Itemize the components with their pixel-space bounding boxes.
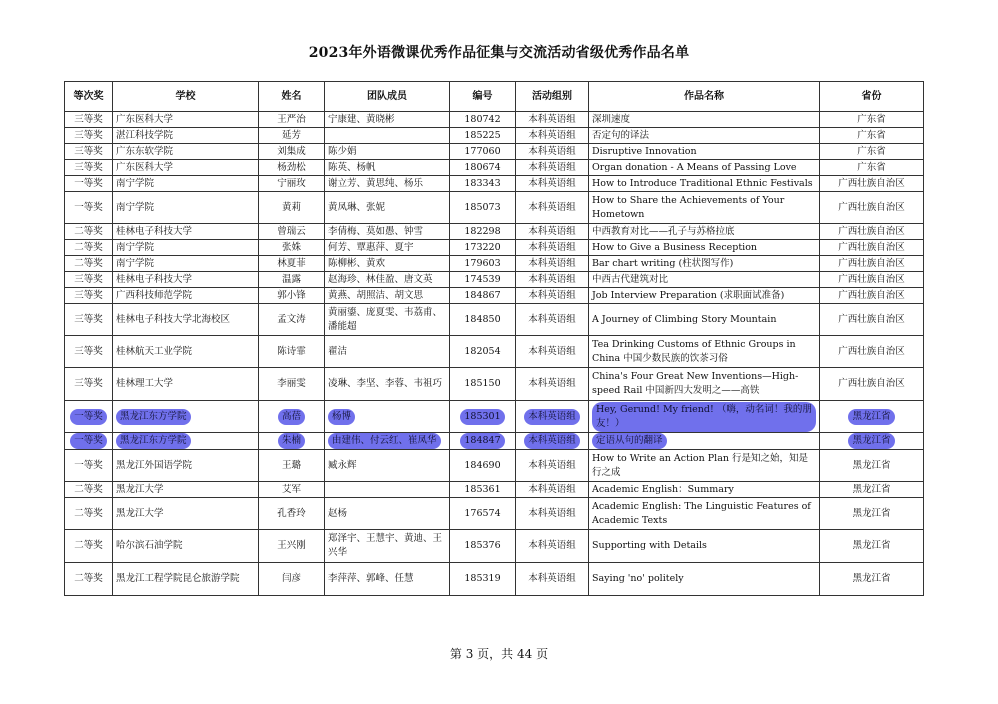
province-cell: 广西壮族自治区 bbox=[820, 304, 924, 336]
name-cell bbox=[259, 401, 325, 433]
award-cell: 三等奖 bbox=[65, 160, 113, 176]
province-cell: 广西壮族自治区 bbox=[820, 336, 924, 368]
name-cell: 曾瑞云 bbox=[259, 224, 325, 240]
table-row bbox=[65, 192, 924, 224]
school-cell: 桂林航天工业学院 bbox=[113, 336, 259, 368]
award-cell: 二等奖 bbox=[65, 224, 113, 240]
team-cell: 黄丽鎏、庞夏雯、韦荔甫、潘能超 bbox=[325, 304, 450, 336]
award-cell: 二等奖 bbox=[65, 256, 113, 272]
table-row bbox=[65, 240, 924, 256]
school-cell: 广西科技师范学院 bbox=[113, 288, 259, 304]
group-cell: 本科英语组 bbox=[516, 368, 589, 401]
name-cell: 王严治 bbox=[259, 112, 325, 128]
award-cell: 三等奖 bbox=[65, 112, 113, 128]
highlight-mark: Hey, Gerund! My friend! （嗨，动名词！我的朋友！） bbox=[592, 402, 816, 432]
table-row bbox=[65, 256, 924, 272]
table-row-highlighted bbox=[65, 401, 924, 433]
header-group: 活动组别 bbox=[516, 82, 589, 112]
group-cell: 本科英语组 bbox=[516, 336, 589, 368]
team-cell: 赵杨 bbox=[325, 498, 450, 530]
highlight-mark: 由建伟、付云红、崔凤华 bbox=[328, 433, 441, 449]
group-cell: 本科英语组 bbox=[516, 450, 589, 482]
team-cell: 翟洁 bbox=[325, 336, 450, 368]
province-cell: 黑龙江省 bbox=[820, 482, 924, 498]
table-row bbox=[65, 224, 924, 240]
header-team: 团队成员 bbox=[325, 82, 450, 112]
team-cell: 谢立芳、黄思纯、杨乐 bbox=[325, 176, 450, 192]
table-row bbox=[65, 304, 924, 336]
group-cell: 本科英语组 bbox=[516, 144, 589, 160]
table-row bbox=[65, 272, 924, 288]
province-cell: 广西壮族自治区 bbox=[820, 240, 924, 256]
team-cell: 陈英、杨帆 bbox=[325, 160, 450, 176]
team-cell: 黄燕、胡照洁、胡文思 bbox=[325, 288, 450, 304]
table-body bbox=[65, 112, 924, 596]
header-award: 等次奖 bbox=[65, 82, 113, 112]
work-cell: A Journey of Climbing Story Mountain bbox=[589, 304, 820, 336]
page-footer: 第 3 页，共 44 页 bbox=[449, 647, 549, 661]
team-cell: 郑泽宇、王慧宇、黄迪、王兴华 bbox=[325, 530, 450, 563]
team-cell: 李萍萍、郭峰、任慧 bbox=[325, 563, 450, 596]
id-cell: 185376 bbox=[450, 530, 516, 563]
team-cell: 陈柳彬、黄欢 bbox=[325, 256, 450, 272]
work-cell: Organ donation - A Means of Passing Love bbox=[589, 160, 820, 176]
id-cell: 180742 bbox=[450, 112, 516, 128]
group-cell: 本科英语组 bbox=[516, 482, 589, 498]
award-cell: 二等奖 bbox=[65, 530, 113, 563]
team-cell: 赵海珍、林佳盈、唐文英 bbox=[325, 272, 450, 288]
team-cell: 陈少娟 bbox=[325, 144, 450, 160]
header-work: 作品名称 bbox=[589, 82, 820, 112]
name-cell: 王兴刚 bbox=[259, 530, 325, 563]
name-cell: 刘集成 bbox=[259, 144, 325, 160]
team-cell bbox=[325, 128, 450, 144]
school-cell: 广东医科大学 bbox=[113, 160, 259, 176]
id-cell: 179603 bbox=[450, 256, 516, 272]
id-cell: 182054 bbox=[450, 336, 516, 368]
work-cell: Saying 'no' politely bbox=[589, 563, 820, 596]
team-cell bbox=[325, 482, 450, 498]
name-cell: 黄莉 bbox=[259, 192, 325, 224]
school-cell: 桂林理工大学 bbox=[113, 368, 259, 401]
name-cell: 王璐 bbox=[259, 450, 325, 482]
name-cell: 温露 bbox=[259, 272, 325, 288]
id-cell: 185225 bbox=[450, 128, 516, 144]
team-cell: 宁康建、黄晓彬 bbox=[325, 112, 450, 128]
award-cell bbox=[65, 433, 113, 450]
name-cell: 宁丽玫 bbox=[259, 176, 325, 192]
highlight-mark: 定语从句的翻译 bbox=[592, 433, 667, 449]
province-cell: 黑龙江省 bbox=[820, 563, 924, 596]
id-cell: 184867 bbox=[450, 288, 516, 304]
highlight-mark: 一等奖 bbox=[70, 409, 107, 425]
group-cell: 本科英语组 bbox=[516, 288, 589, 304]
award-cell: 二等奖 bbox=[65, 482, 113, 498]
table-row bbox=[65, 128, 924, 144]
work-cell: Academic English：Summary bbox=[589, 482, 820, 498]
highlight-mark: 184847 bbox=[460, 433, 504, 449]
award-cell: 三等奖 bbox=[65, 304, 113, 336]
school-cell: 桂林电子科技大学北海校区 bbox=[113, 304, 259, 336]
province-cell: 广西壮族自治区 bbox=[820, 272, 924, 288]
highlight-mark: 黑龙江省 bbox=[848, 433, 894, 449]
highlight-mark: 185301 bbox=[460, 409, 504, 425]
header-id: 编号 bbox=[450, 82, 516, 112]
award-cell: 一等奖 bbox=[65, 176, 113, 192]
team-cell bbox=[325, 433, 450, 450]
table-row bbox=[65, 160, 924, 176]
work-cell: 中西古代建筑对比 bbox=[589, 272, 820, 288]
highlight-mark: 朱楠 bbox=[278, 433, 305, 449]
header-province: 省份 bbox=[820, 82, 924, 112]
id-cell: 173220 bbox=[450, 240, 516, 256]
id-cell bbox=[450, 401, 516, 433]
id-cell: 177060 bbox=[450, 144, 516, 160]
group-cell: 本科英语组 bbox=[516, 176, 589, 192]
work-cell: Disruptive Innovation bbox=[589, 144, 820, 160]
id-cell: 185361 bbox=[450, 482, 516, 498]
province-cell: 广东省 bbox=[820, 128, 924, 144]
table-header-row bbox=[65, 82, 924, 112]
award-cell: 三等奖 bbox=[65, 272, 113, 288]
table-row bbox=[65, 288, 924, 304]
work-cell: Job Interview Preparation (求职面试准备) bbox=[589, 288, 820, 304]
school-cell: 广东医科大学 bbox=[113, 112, 259, 128]
province-cell: 广东省 bbox=[820, 112, 924, 128]
province-cell bbox=[820, 433, 924, 450]
id-cell: 174539 bbox=[450, 272, 516, 288]
province-cell: 广西壮族自治区 bbox=[820, 224, 924, 240]
school-cell bbox=[113, 401, 259, 433]
work-cell: Supporting with Details bbox=[589, 530, 820, 563]
work-cell: Bar chart writing (柱状图写作) bbox=[589, 256, 820, 272]
work-cell: China's Four Great New Inventions—High-speed Rail 中国新四大发明之——高铁 bbox=[589, 368, 820, 401]
group-cell: 本科英语组 bbox=[516, 304, 589, 336]
school-cell: 桂林电子科技大学 bbox=[113, 224, 259, 240]
work-cell: 否定句的译法 bbox=[589, 128, 820, 144]
table-row bbox=[65, 368, 924, 401]
table-row bbox=[65, 530, 924, 563]
id-cell: 180674 bbox=[450, 160, 516, 176]
table-row bbox=[65, 482, 924, 498]
group-cell: 本科英语组 bbox=[516, 272, 589, 288]
highlight-mark: 一等奖 bbox=[70, 433, 107, 449]
team-cell: 李倩梅、莫如愚、钟雪 bbox=[325, 224, 450, 240]
work-cell: How to Introduce Traditional Ethnic Festivals bbox=[589, 176, 820, 192]
name-cell: 陈诗霏 bbox=[259, 336, 325, 368]
work-cell: How to Give a Business Reception bbox=[589, 240, 820, 256]
school-cell: 南宁学院 bbox=[113, 240, 259, 256]
province-cell: 广西壮族自治区 bbox=[820, 192, 924, 224]
school-cell: 黑龙江大学 bbox=[113, 482, 259, 498]
group-cell: 本科英语组 bbox=[516, 128, 589, 144]
award-cell: 三等奖 bbox=[65, 144, 113, 160]
province-cell bbox=[820, 401, 924, 433]
group-cell: 本科英语组 bbox=[516, 530, 589, 563]
highlight-mark: 黑龙江东方学院 bbox=[116, 409, 191, 425]
group-cell: 本科英语组 bbox=[516, 240, 589, 256]
province-cell: 广西壮族自治区 bbox=[820, 288, 924, 304]
award-cell: 一等奖 bbox=[65, 450, 113, 482]
group-cell bbox=[516, 401, 589, 433]
province-cell: 黑龙江省 bbox=[820, 450, 924, 482]
award-cell: 一等奖 bbox=[65, 192, 113, 224]
name-cell: 郭小锋 bbox=[259, 288, 325, 304]
award-cell: 三等奖 bbox=[65, 368, 113, 401]
province-cell: 广东省 bbox=[820, 144, 924, 160]
name-cell: 林夏菲 bbox=[259, 256, 325, 272]
work-cell: 深圳速度 bbox=[589, 112, 820, 128]
id-cell: 185319 bbox=[450, 563, 516, 596]
school-cell: 广东东软学院 bbox=[113, 144, 259, 160]
id-cell: 182298 bbox=[450, 224, 516, 240]
awards-table bbox=[64, 81, 924, 596]
group-cell: 本科英语组 bbox=[516, 224, 589, 240]
work-cell: Academic English: The Linguistic Features of Academic Texts bbox=[589, 498, 820, 530]
name-cell: 孔香玲 bbox=[259, 498, 325, 530]
team-cell: 何芳、覃惠萍、夏宇 bbox=[325, 240, 450, 256]
work-cell: Tea Drinking Customs of Ethnic Groups in China 中国少数民族的饮茶习俗 bbox=[589, 336, 820, 368]
name-cell bbox=[259, 433, 325, 450]
group-cell: 本科英语组 bbox=[516, 498, 589, 530]
award-cell: 二等奖 bbox=[65, 240, 113, 256]
name-cell: 李丽雯 bbox=[259, 368, 325, 401]
document-title: 2023年外语微课优秀作品征集与交流活动省级优秀作品名单 bbox=[308, 45, 690, 61]
name-cell: 艾军 bbox=[259, 482, 325, 498]
table-row bbox=[65, 336, 924, 368]
id-cell: 184850 bbox=[450, 304, 516, 336]
header-school: 学校 bbox=[113, 82, 259, 112]
province-cell: 广西壮族自治区 bbox=[820, 368, 924, 401]
work-cell: How to Write an Action Plan 行是知之始，知是行之成 bbox=[589, 450, 820, 482]
award-cell: 三等奖 bbox=[65, 288, 113, 304]
table-row bbox=[65, 144, 924, 160]
name-cell: 杨劲松 bbox=[259, 160, 325, 176]
group-cell: 本科英语组 bbox=[516, 563, 589, 596]
team-cell: 黄凤琳、张妮 bbox=[325, 192, 450, 224]
highlight-mark: 黑龙江东方学院 bbox=[116, 433, 191, 449]
award-cell bbox=[65, 401, 113, 433]
province-cell: 广西壮族自治区 bbox=[820, 256, 924, 272]
province-cell: 黑龙江省 bbox=[820, 530, 924, 563]
table-row bbox=[65, 450, 924, 482]
team-cell: 凌琳、李坚、李蓉、韦祖巧 bbox=[325, 368, 450, 401]
province-cell: 广东省 bbox=[820, 160, 924, 176]
highlight-mark: 黑龙江省 bbox=[848, 409, 894, 425]
school-cell: 黑龙江大学 bbox=[113, 498, 259, 530]
id-cell: 185073 bbox=[450, 192, 516, 224]
award-cell: 二等奖 bbox=[65, 498, 113, 530]
group-cell: 本科英语组 bbox=[516, 112, 589, 128]
school-cell: 桂林电子科技大学 bbox=[113, 272, 259, 288]
group-cell bbox=[516, 433, 589, 450]
team-cell bbox=[325, 401, 450, 433]
highlight-mark: 本科英语组 bbox=[524, 409, 580, 425]
work-cell bbox=[589, 401, 820, 433]
team-cell: 臧永辉 bbox=[325, 450, 450, 482]
group-cell: 本科英语组 bbox=[516, 192, 589, 224]
id-cell bbox=[450, 433, 516, 450]
work-cell: How to Share the Achievements of Your Hometown bbox=[589, 192, 820, 224]
province-cell: 广西壮族自治区 bbox=[820, 176, 924, 192]
school-cell: 南宁学院 bbox=[113, 256, 259, 272]
id-cell: 184690 bbox=[450, 450, 516, 482]
highlight-mark: 杨博 bbox=[328, 409, 355, 425]
province-cell: 黑龙江省 bbox=[820, 498, 924, 530]
header-name: 姓名 bbox=[259, 82, 325, 112]
work-cell: 中西教育对比——孔子与苏格拉底 bbox=[589, 224, 820, 240]
table-row bbox=[65, 563, 924, 596]
highlight-mark: 高蓓 bbox=[278, 409, 305, 425]
school-cell: 哈尔滨石油学院 bbox=[113, 530, 259, 563]
school-cell: 黑龙江外国语学院 bbox=[113, 450, 259, 482]
name-cell: 孟文涛 bbox=[259, 304, 325, 336]
school-cell: 南宁学院 bbox=[113, 192, 259, 224]
name-cell: 闫彦 bbox=[259, 563, 325, 596]
name-cell: 张姝 bbox=[259, 240, 325, 256]
table-row bbox=[65, 498, 924, 530]
school-cell: 湛江科技学院 bbox=[113, 128, 259, 144]
table-row bbox=[65, 112, 924, 128]
id-cell: 176574 bbox=[450, 498, 516, 530]
award-cell: 三等奖 bbox=[65, 128, 113, 144]
work-cell bbox=[589, 433, 820, 450]
school-cell bbox=[113, 433, 259, 450]
table-row-highlighted bbox=[65, 433, 924, 450]
id-cell: 183343 bbox=[450, 176, 516, 192]
school-cell: 黑龙江工程学院昆仑旅游学院 bbox=[113, 563, 259, 596]
table-row bbox=[65, 176, 924, 192]
name-cell: 延芳 bbox=[259, 128, 325, 144]
award-cell: 三等奖 bbox=[65, 336, 113, 368]
group-cell: 本科英语组 bbox=[516, 160, 589, 176]
school-cell: 南宁学院 bbox=[113, 176, 259, 192]
highlight-mark: 本科英语组 bbox=[524, 433, 580, 449]
group-cell: 本科英语组 bbox=[516, 256, 589, 272]
id-cell: 185150 bbox=[450, 368, 516, 401]
award-cell: 二等奖 bbox=[65, 563, 113, 596]
